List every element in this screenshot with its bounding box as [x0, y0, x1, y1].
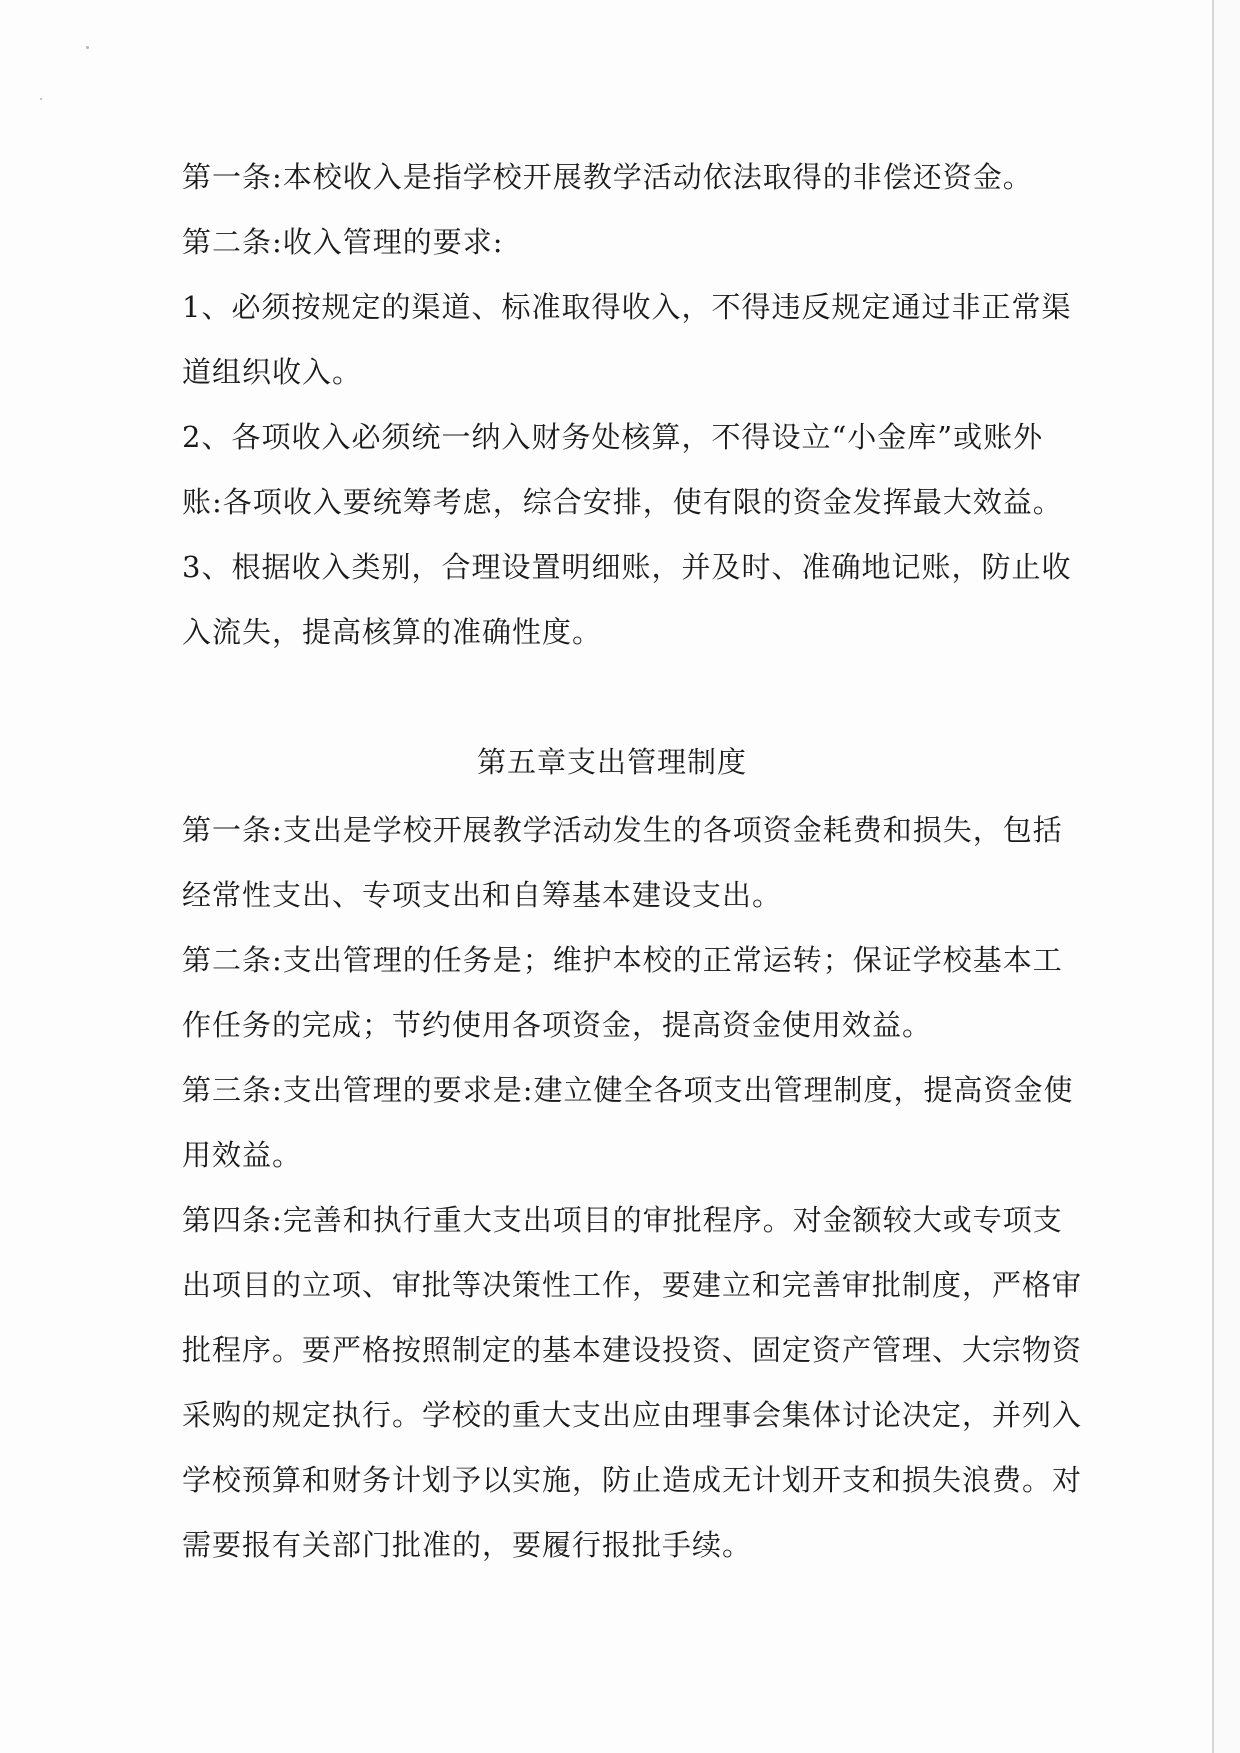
scan-edge-line [1212, 0, 1214, 1753]
paragraph-line: 第二条:收入管理的要求: [182, 225, 504, 259]
paragraph-line: 3、根据收入类别，合理设置明细账，并及时、准确地记账，防止收 [182, 550, 1072, 584]
paragraph-line: 作任务的完成；节约使用各项资金，提高资金使用效益。 [182, 1008, 933, 1042]
scan-margin [1214, 0, 1240, 1753]
paragraph-line: 学校预算和财务计划予以实施，防止造成无计划开支和损失浪费。对 [182, 1463, 1083, 1497]
paragraph-line: 账:各项收入要统筹考虑，综合安排，使有限的资金发挥最大效益。 [182, 485, 1063, 519]
chapter-heading: 第五章支出管理制度 [476, 745, 747, 779]
scan-speck [86, 46, 89, 49]
paragraph-line: 1、必须按规定的渠道、标准取得收入，不得违反规定通过非正常渠 [182, 290, 1072, 324]
paragraph-line: 第一条:支出是学校开展教学活动发生的各项资金耗费和损失，包括 [182, 813, 1063, 847]
paragraph-line: 第二条:支出管理的任务是；维护本校的正常运转；保证学校基本工 [182, 943, 1063, 977]
paragraph-line: 2、各项收入必须统一纳入财务处核算，不得设立“小金库”或账外 [182, 420, 1044, 454]
expenditure-section [182, 798, 1083, 1578]
paragraph-line: 第三条:支出管理的要求是:建立健全各项支出管理制度，提高资金使 [182, 1073, 1074, 1107]
paragraph-line: 用效益。 [182, 1138, 303, 1172]
paragraph-line: 道组织收入。 [182, 355, 363, 389]
paragraph-line: 出项目的立项、审批等决策性工作，要建立和完善审批制度，严格审 [182, 1268, 1083, 1302]
scan-speck [40, 98, 42, 100]
paragraph-line: 需要报有关部门批准的，要履行报批手续。 [182, 1528, 753, 1562]
income-section [182, 145, 1072, 665]
paragraph-line: 第一条:本校收入是指学校开展教学活动依法取得的非偿还资金。 [182, 160, 1033, 194]
paragraph-line: 入流失，提高核算的准确性度。 [182, 615, 603, 649]
paragraph-line: 经常性支出、专项支出和自筹基本建设支出。 [182, 878, 783, 912]
paragraph-line: 批程序。要严格按照制定的基本建设投资、固定资产管理、大宗物资 [182, 1333, 1083, 1367]
paragraph-line: 采购的规定执行。学校的重大支出应由理事会集体讨论决定，并列入 [182, 1398, 1083, 1432]
paragraph-line: 第四条:完善和执行重大支出项目的审批程序。对金额较大或专项支 [182, 1203, 1063, 1237]
